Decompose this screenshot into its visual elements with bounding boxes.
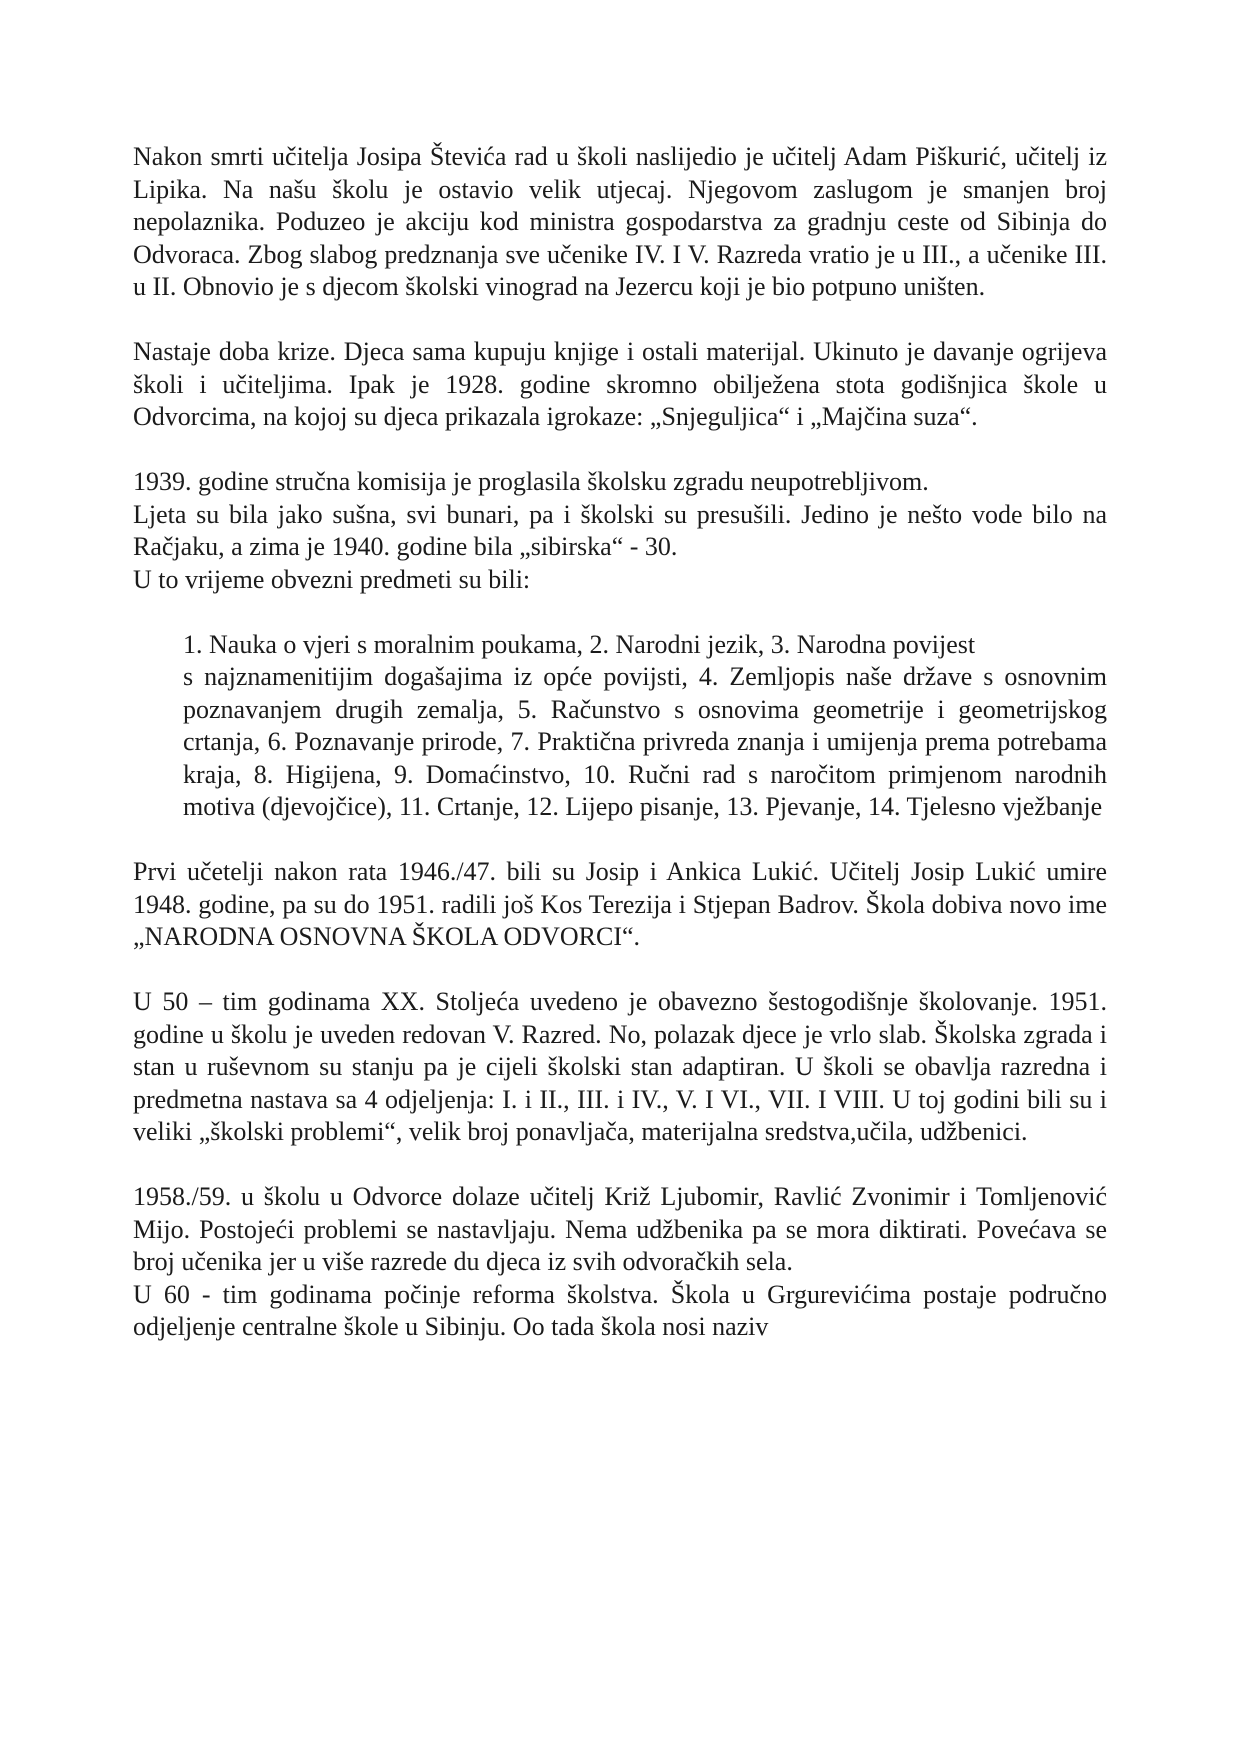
paragraph-text: U 50 – tim godinama XX. Stoljeća uvedeno je obavezno šestogodišnje školovanje. 1951. godine u školu je uveden redovan V. Razred. No, polazak djece je vrlo slab. Školska zgrada i stan u ruševnom su stanju pa je cijeli školski stan adaptiran. U školi se obavlja razredna i predmetna nastava sa 4 odjeljenja: I. i II., III. i IV., V. I VI., VII. I VIII. U toj godini bili su i veliki „školski problemi“, velik broj ponavljača, materijalna sredstva,učila, udžbenici. [133,987,1107,1146]
subjects-list [183,629,1107,824]
paragraph-adam-piskuric [133,141,1107,304]
paragraph-prvi-ucetelji [133,856,1107,954]
subjects-list-continuation: s najznamenitijim dogašajima iz opće povijsti, 4. Zemljopis naše države s osnovnim poznavanjem drugih zemalja, 5. Računstvo s osnovima geometrije i geometrijskog crtanja, 6. Poznavanje prirode, 7. Praktična privreda znanja i umijenja prema potrebama kraja, 8. Higijena, 9. Domaćinstvo, 10. Ručni rad s naročitom primjenom narodnih motiva (djevojčice), 11. Crtanje, 12. Lijepo pisanje, 13. Pjevanje, 14. Tjelesno vježbanje [183,662,1107,821]
paragraph-1958-59 [133,1181,1107,1344]
paragraph-line: U to vrijeme obvezni predmeti su bili: [133,564,531,594]
paragraph-line: Ljeta su bila jako sušna, svi bunari, pa i školski su presušili. Jedino je nešto vode bilo na Račjaku, a zima je 1940. godine bila „sibirska“ - 30. [133,499,1107,561]
document-text-block [133,141,1107,1344]
paragraph-line: U 60 - tim godinama počinje reforma školstva. Škola u Grgurevićima postaje područno odjeljenje centralne škole u Sibinju. Oo tada škola nosi naziv [133,1279,1107,1341]
paragraph-text: Nastaje doba krize. Djeca sama kupuju knjige i ostali materijal. Ukinuto je davanje ogrijeva školi i učiteljima. Ipak je 1928. godine skromno obilježena stota godišnjica škole u Odvorcima, na kojoj su djeca prikazala igrokaze: „Snjeguljica“ i „Majčina suza“. [133,337,1107,431]
paragraph-line: 1939. godine stručna komisija je proglasila školsku zgradu neupotrebljivom. [133,467,929,496]
paragraph-text: Prvi učetelji nakon rata 1946./47. bili su Josip i Ankica Lukić. Učitelj Josip Lukić umire 1948. godine, pa su do 1951. radili još Kos Terezija i Stjepan Badrov. Škola dobiva novo ime „NARODNA OSNOVNA ŠKOLA ODVORCI“. [133,857,1107,951]
paragraph-doba-krize [133,336,1107,434]
paragraph-line: 1958./59. u školu u Odvorce dolaze učitelj Križ Ljubomir, Ravlić Zvonimir i Tomljenović Mijo. Postojeći problemi se nastavljaju. Nema udžbenika pa se mora diktirati. Povećava se broj učenika jer u više razrede du djeca iz svih odvoračkih sela. [133,1182,1107,1276]
paragraph-text: Nakon smrti učitelja Josipa Števića rad u školi naslijedio je učitelj Adam Piškurić, učitelj iz Lipika. Na našu školu je ostavio velik utjecaj. Njegovom zaslugom je smanjen broj nepolaznika. Poduzeo je akciju kod ministra gospodarstva za gradnju ceste od Sibinja do Odvoraca. Zbog slabog predznanja sve učenike IV. I V. Razreda vratio je u III., a učenike III. u II. Obnovio je s djecom školski vinograd na Jezercu koji je bio potpuno uništen. [133,142,1107,301]
paragraph-50-te-godine [133,986,1107,1149]
subjects-list-first-line: 1. Nauka o vjeri s moralnim poukama, 2. Narodni jezik, 3. Narodna povijest [183,629,976,659]
paragraph-1939-komisija [133,466,1107,596]
